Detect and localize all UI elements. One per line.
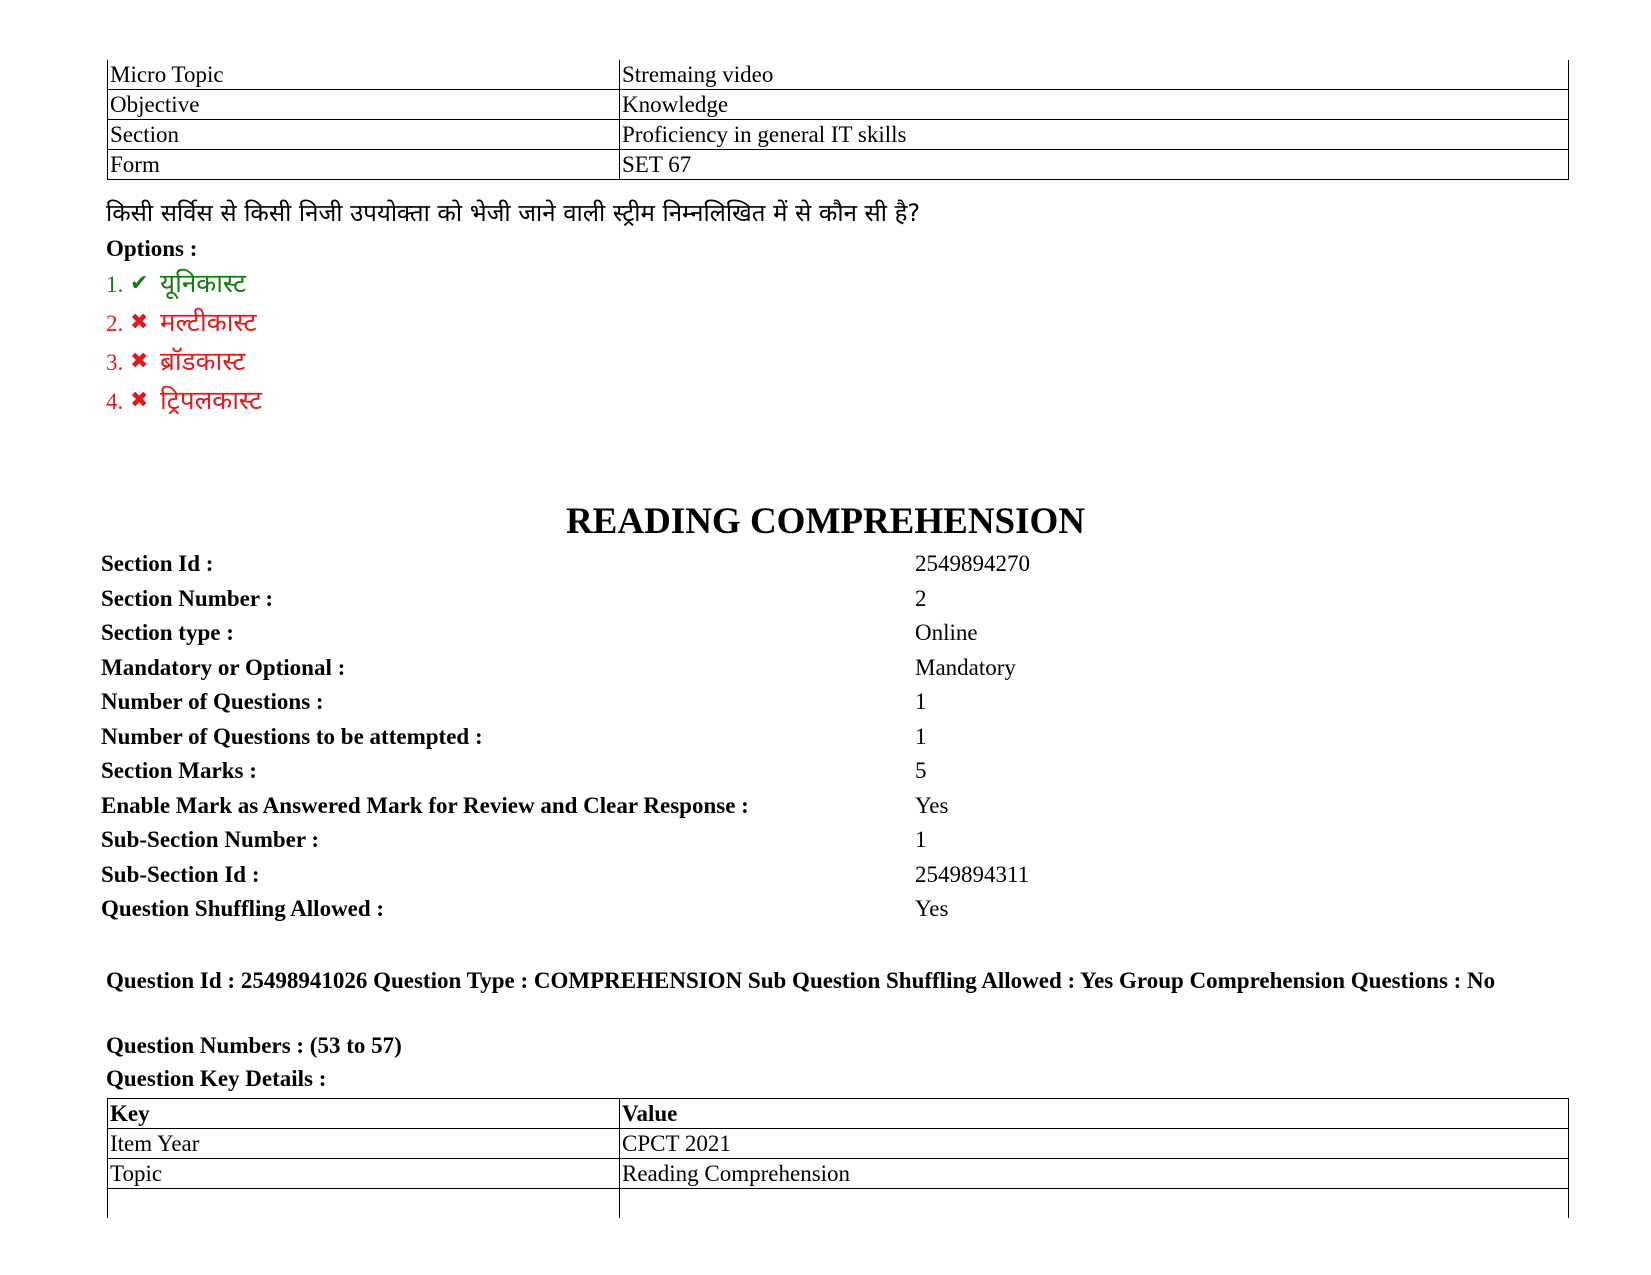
table-key-cell: Form	[108, 150, 620, 180]
table-value-cell: Knowledge	[620, 90, 1569, 120]
table-key-cell: Objective	[108, 90, 620, 120]
info-label: Section Number :	[101, 586, 274, 611]
info-value: 2549894311	[915, 862, 1030, 887]
table-row	[108, 1189, 1569, 1219]
info-value: Mandatory	[915, 655, 1016, 680]
option-number: 4.	[106, 389, 124, 414]
table-row	[108, 150, 1569, 180]
question-details-table	[107, 60, 1569, 180]
option-number: 2.	[106, 311, 124, 336]
table-row	[108, 60, 1569, 90]
info-label: Number of Questions :	[101, 689, 324, 714]
option-number: 1.	[106, 272, 124, 297]
option-number: 3.	[106, 350, 124, 375]
section-info-row	[101, 892, 1401, 926]
section-info-row	[101, 547, 1401, 581]
table-value-cell: Stremaing video	[620, 60, 1569, 90]
info-value: 1	[915, 724, 927, 749]
info-value: 2	[915, 586, 927, 611]
option-1	[106, 266, 246, 302]
section-info-row	[101, 616, 1401, 650]
info-label: Enable Mark as Answered Mark for Review and Clear Response :	[101, 793, 749, 818]
cross-icon: ✖	[130, 310, 149, 335]
table-value-cell: Proficiency in general IT skills	[620, 120, 1569, 150]
info-value: 2549894270	[915, 551, 1030, 576]
table-key-cell: Micro Topic	[108, 60, 620, 90]
option-4	[106, 383, 262, 419]
table-header-value: Value	[620, 1099, 1569, 1129]
info-value: 1	[915, 827, 927, 852]
info-value: 5	[915, 758, 927, 783]
info-label: Question Shuffling Allowed :	[101, 896, 385, 921]
key-details-label: Question Key Details :	[106, 1066, 327, 1091]
info-value: 1	[915, 689, 927, 714]
table-value-cell: Reading Comprehension	[620, 1159, 1569, 1189]
table-row	[108, 1129, 1569, 1159]
question-numbers: Question Numbers : (53 to 57)	[106, 1033, 402, 1058]
table-value-cell: SET 67	[620, 150, 1569, 180]
info-label: Mandatory or Optional :	[101, 655, 346, 680]
options-label: Options :	[106, 236, 198, 261]
cross-icon: ✖	[130, 349, 149, 374]
table-header-row	[108, 1099, 1569, 1129]
table-key-cell: Topic	[108, 1159, 620, 1189]
table-value-cell	[620, 1189, 1569, 1219]
info-label: Sub-Section Id :	[101, 862, 260, 887]
option-3	[106, 344, 245, 380]
table-row	[108, 1159, 1569, 1189]
question-key-details-table	[107, 1098, 1569, 1218]
option-text: मल्टीकास्ट	[160, 308, 257, 338]
table-header-key: Key	[108, 1099, 620, 1129]
info-label: Section type :	[101, 620, 234, 645]
table-key-cell: Section	[108, 120, 620, 150]
section-info-row	[101, 858, 1401, 892]
option-text: ट्रिपलकास्ट	[160, 386, 263, 416]
section-info-row	[101, 685, 1401, 719]
option-text: ब्रॉडकास्ट	[160, 347, 246, 377]
table-row	[108, 90, 1569, 120]
info-value: Yes	[915, 896, 949, 921]
option-2	[106, 305, 257, 341]
info-label: Sub-Section Number :	[101, 827, 320, 852]
info-label: Section Marks :	[101, 758, 257, 783]
check-icon: ✔	[130, 271, 149, 296]
option-text: यूनिकास्ट	[160, 269, 247, 299]
table-value-cell: CPCT 2021	[620, 1129, 1569, 1159]
table-row	[108, 120, 1569, 150]
cross-icon: ✖	[130, 388, 149, 413]
section-info-row	[101, 651, 1401, 685]
section-info-row	[101, 582, 1401, 616]
comprehension-meta: Question Id : 25498941026 Question Type : COMPREHENSION Sub Question Shuffling Allowed : Yes Group Comprehension Questions : No	[106, 968, 1496, 993]
info-value: Online	[915, 620, 978, 645]
section-info-row	[101, 789, 1401, 823]
info-value: Yes	[915, 793, 949, 818]
section-info-row	[101, 754, 1401, 788]
table-key-cell: Item Year	[108, 1129, 620, 1159]
section-heading: READING COMPREHENSION	[565, 501, 1086, 542]
section-info-row	[101, 823, 1401, 857]
section-info-row	[101, 720, 1401, 754]
info-label: Section Id :	[101, 551, 214, 576]
table-key-cell	[108, 1189, 620, 1219]
question-text: किसी सर्विस से किसी निजी उपयोक्ता को भेजी जाने वाली स्ट्रीम निम्नलिखित में से कौन सी है?	[106, 199, 921, 227]
info-label: Number of Questions to be attempted :	[101, 724, 483, 749]
